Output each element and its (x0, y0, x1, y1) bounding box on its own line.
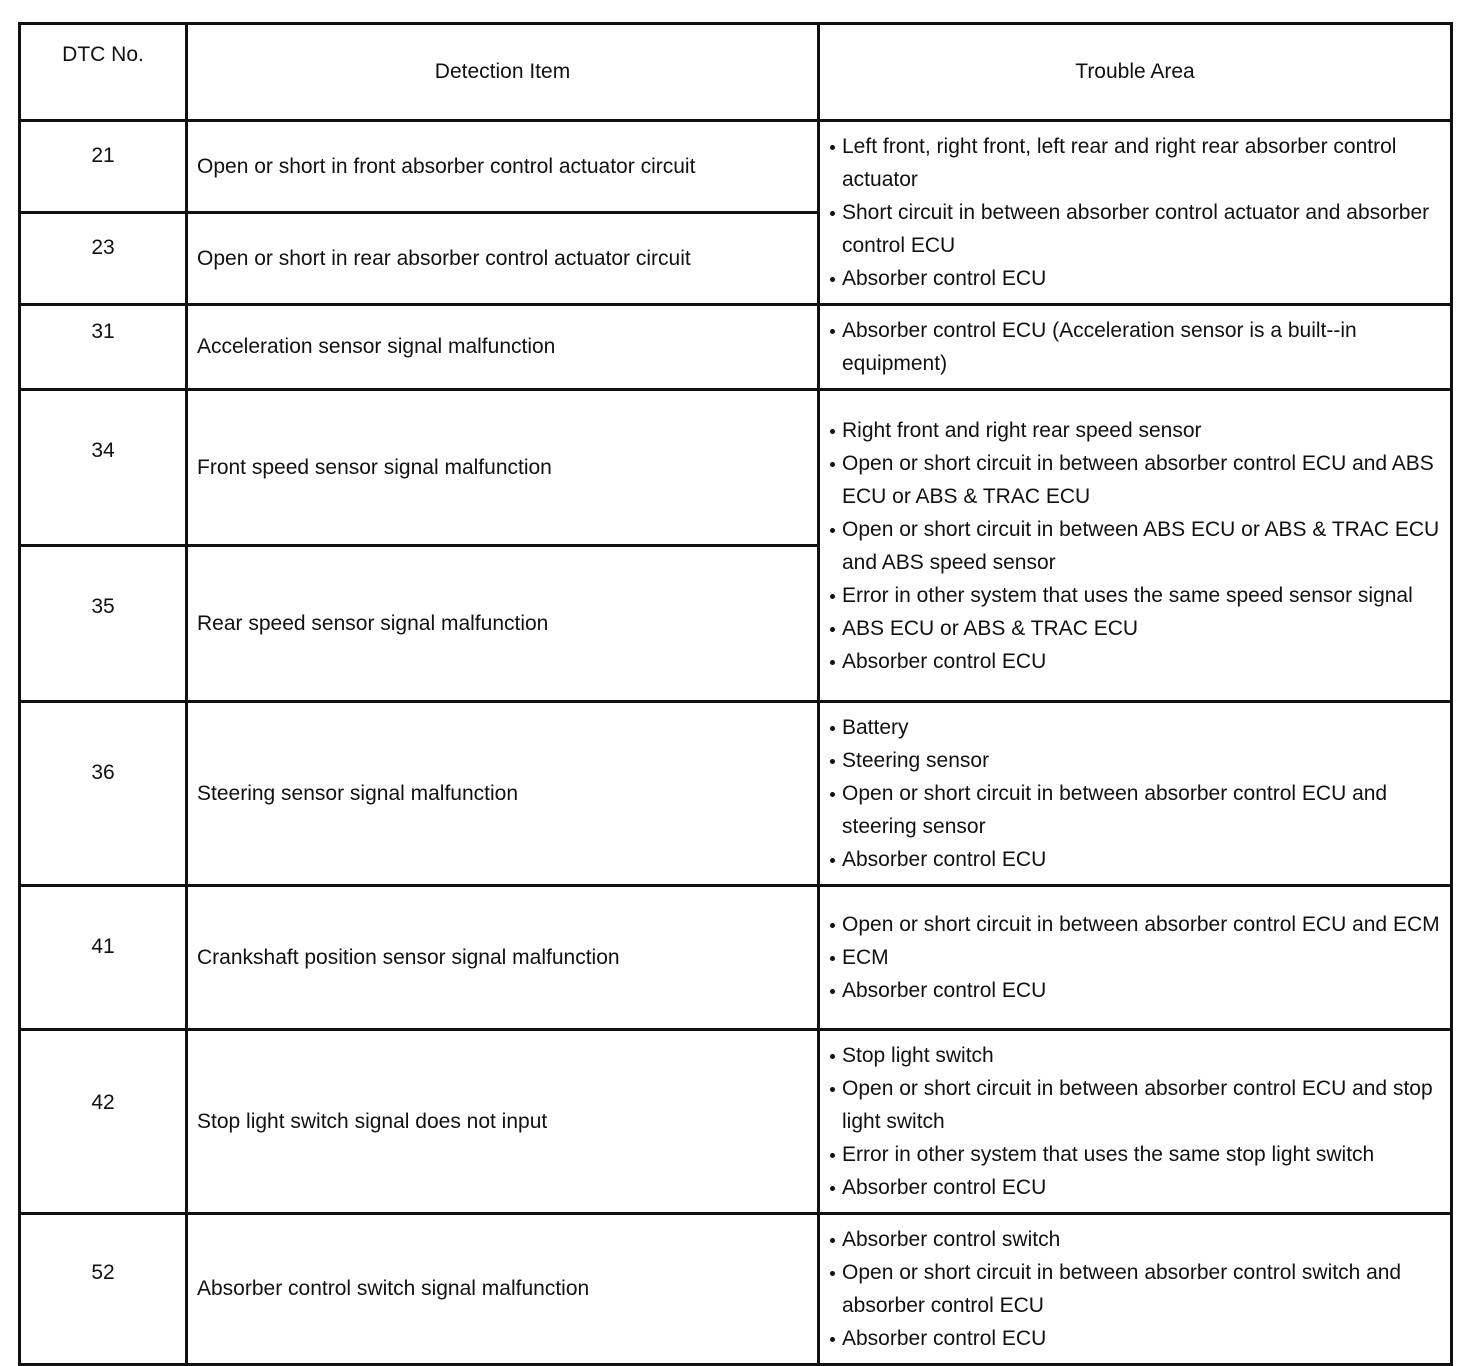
trouble-area (819, 390, 1452, 702)
table-row (20, 305, 1452, 390)
table-row (20, 1030, 1452, 1214)
trouble-area (819, 305, 1452, 390)
dtc-table (18, 22, 1453, 1366)
trouble-list (828, 314, 1442, 380)
table-row (20, 886, 1452, 1030)
detection-item: Acceleration sensor signal malfunction (187, 305, 819, 390)
detection-item: Rear speed sensor signal malfunction (187, 546, 819, 702)
trouble-area (819, 121, 1452, 305)
list-item: Open or short circuit in between absorber control ECU and ECM (828, 908, 1442, 941)
header-row (20, 24, 1452, 121)
list-item: Steering sensor (828, 744, 1442, 777)
list-item: Absorber control switch (828, 1223, 1442, 1256)
trouble-area (819, 702, 1452, 886)
trouble-area (819, 886, 1452, 1030)
table-row (20, 390, 1452, 546)
table-row (20, 1214, 1452, 1365)
detection-item: Open or short in front absorber control actuator circuit (187, 121, 819, 213)
dtc-code: 41 (20, 886, 187, 1030)
detection-item: Stop light switch signal does not input (187, 1030, 819, 1214)
trouble-list (828, 1039, 1442, 1204)
list-item: Error in other system that uses the same stop light switch (828, 1138, 1442, 1171)
detection-item: Steering sensor signal malfunction (187, 702, 819, 886)
list-item: Open or short circuit in between absorber control ECU and stop light switch (828, 1072, 1442, 1138)
list-item: Absorber control ECU (828, 262, 1442, 295)
dtc-code: 36 (20, 702, 187, 886)
list-item: Error in other system that uses the same speed sensor signal (828, 579, 1442, 612)
detection-item: Front speed sensor signal malfunction (187, 390, 819, 546)
table-row (20, 121, 1452, 213)
trouble-list (828, 711, 1442, 876)
list-item: ABS ECU or ABS & TRAC ECU (828, 612, 1442, 645)
dtc-code: 35 (20, 546, 187, 702)
list-item: Absorber control ECU (828, 1171, 1442, 1204)
list-item: Absorber control ECU (828, 1322, 1442, 1355)
list-item: Absorber control ECU (828, 974, 1442, 1007)
header-detection-item: Detection Item (187, 24, 819, 121)
list-item: Absorber control ECU (Acceleration sensor is a built--in equipment) (828, 314, 1442, 380)
header-dtc-no: DTC No. (20, 24, 187, 121)
list-item: Right front and right rear speed sensor (828, 414, 1442, 447)
trouble-area (819, 1214, 1452, 1365)
trouble-list (828, 414, 1442, 678)
header-trouble-area: Trouble Area (819, 24, 1452, 121)
trouble-list (828, 130, 1442, 295)
dtc-code: 23 (20, 213, 187, 305)
list-item: Open or short circuit in between ABS ECU or ABS & TRAC ECU and ABS speed sensor (828, 513, 1442, 579)
list-item: Short circuit in between absorber control actuator and absorber control ECU (828, 196, 1442, 262)
table-row (20, 702, 1452, 886)
dtc-code: 34 (20, 390, 187, 546)
list-item: ECM (828, 941, 1442, 974)
list-item: Open or short circuit in between absorber control ECU and ABS ECU or ABS & TRAC ECU (828, 447, 1442, 513)
dtc-code: 31 (20, 305, 187, 390)
list-item: Left front, right front, left rear and right rear absorber control actuator (828, 130, 1442, 196)
detection-item: Absorber control switch signal malfunction (187, 1214, 819, 1365)
list-item: Open or short circuit in between absorber control switch and absorber control ECU (828, 1256, 1442, 1322)
list-item: Battery (828, 711, 1442, 744)
detection-item: Crankshaft position sensor signal malfunction (187, 886, 819, 1030)
list-item: Absorber control ECU (828, 843, 1442, 876)
dtc-code: 52 (20, 1214, 187, 1365)
list-item: Stop light switch (828, 1039, 1442, 1072)
list-item: Open or short circuit in between absorber control ECU and steering sensor (828, 777, 1442, 843)
trouble-list (828, 908, 1442, 1007)
dtc-code: 42 (20, 1030, 187, 1214)
trouble-area (819, 1030, 1452, 1214)
dtc-code: 21 (20, 121, 187, 213)
trouble-list (828, 1223, 1442, 1355)
dtc-table-page (18, 22, 1450, 1366)
detection-item: Open or short in rear absorber control actuator circuit (187, 213, 819, 305)
list-item: Absorber control ECU (828, 645, 1442, 678)
